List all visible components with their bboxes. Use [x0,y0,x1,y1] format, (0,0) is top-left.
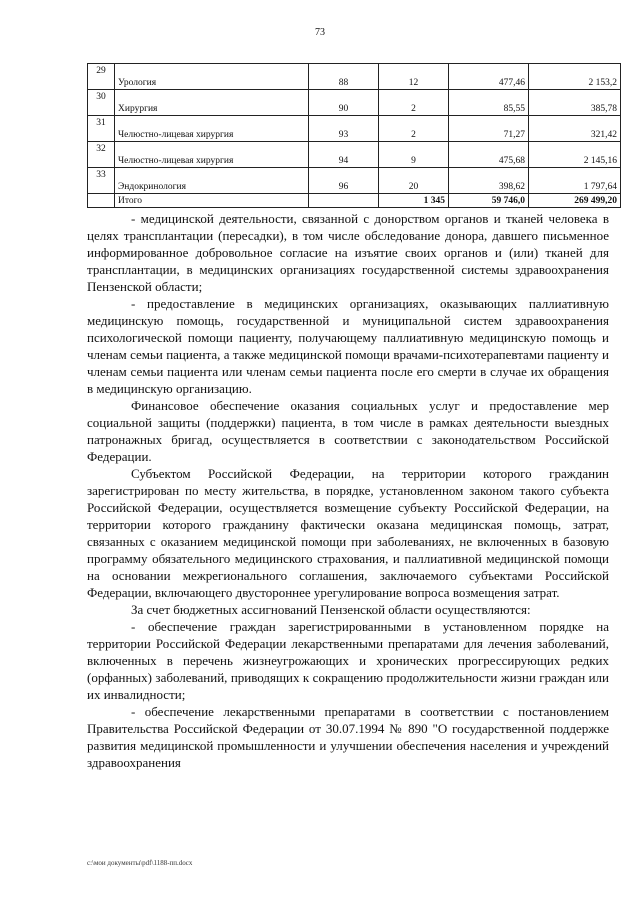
row-value-2: 385,78 [529,90,621,116]
row-code: 93 [309,116,379,142]
row-count: 2 [379,90,449,116]
row-code: 90 [309,90,379,116]
row-number: 29 [88,64,115,90]
paragraph: За счет бюджетных ассигнований Пензенской области осуществляются: [131,602,531,617]
document-body [87,210,609,771]
table-row [88,142,621,168]
total-count: 1 345 [379,194,449,208]
row-number: 33 [88,168,115,194]
row-count: 2 [379,116,449,142]
row-count: 20 [379,168,449,194]
paragraph: - обеспечение граждан зарегистрированными в установленном порядке на территории Российской Федерации лекарственными препаратами для лечения заболеваний, включенных в перечень жизнеугрожающих и хронических прогрессирующих редких (орфанных) заболеваний, приводящих к сокращению продолжительности жизни граждан или их инвалидности; [87,619,609,702]
table-row [88,90,621,116]
row-count: 12 [379,64,449,90]
paragraph: - медицинской деятельности, связанной с донорством органов и тканей человека в целях трансплантации (пересадки), в том числе обследование донора, давшего письменное информированное добровольное согласие на изъятие своих органов и (или) тканей для трансплантации, в медицинских организациях государственной системы здравоохранения Пензенской области; [87,211,609,294]
row-name: Челюстно-лицевая хирургия [115,116,309,142]
row-number: 31 [88,116,115,142]
row-value-2: 1 797,64 [529,168,621,194]
table-total-row [88,194,621,208]
total-code [309,194,379,208]
row-code: 88 [309,64,379,90]
table-row [88,64,621,90]
row-value-2: 321,42 [529,116,621,142]
row-name: Эндокринология [115,168,309,194]
paragraph: Субъектом Российской Федерации, на территории которого гражданин зарегистрирован по месту жительства, в порядке, установленном законом такого субъекта Российской Федерации, осуществляется возмещение субъекту Российской Федерации, на территории которого гражданину фактически оказана медицинская помощь, затрат, связанных с оказанием медицинской помощи при заболеваниях, не включенных в базовую программу обязательного медицинского страхования, и паллиативной медицинской помощи на основании межрегионального соглашения, заключаемого субъектами Российской Федерации, включающего двустороннее урегулирование вопроса возмещения затрат. [87,466,609,600]
row-code: 94 [309,142,379,168]
row-value-1: 398,62 [449,168,529,194]
row-value-2: 2 145,16 [529,142,621,168]
row-code: 96 [309,168,379,194]
total-value-2: 269 499,20 [529,194,621,208]
page-number: 73 [315,27,325,38]
table-row [88,168,621,194]
paragraph: - предоставление в медицинских организациях, оказывающих паллиативную медицинскую помощь, государственной и муниципальной систем здравоохранения психологической помощи пациенту, получающему паллиативную медицинскую помощь и членам семьи пациента, а также медицинской помощи врачами-психотерапевтами пациенту и членам семьи пациента или членам семьи пациента после его смерти в случае их обращения в медицинскую организацию. [87,296,609,396]
table-row [88,116,621,142]
row-value-2: 2 153,2 [529,64,621,90]
row-value-1: 85,55 [449,90,529,116]
services-table [87,63,621,208]
row-value-1: 475,68 [449,142,529,168]
row-value-1: 71,27 [449,116,529,142]
total-label: Итого [115,194,309,208]
row-name: Хирургия [115,90,309,116]
paragraph: - обеспечение лекарственными препаратами в соответствии с постановлением Правительства Российской Федерации от 30.07.1994 № 890 "О государственной поддержке развития медицинской промышленности и улучшении обеспечения населения и учреждений здравоохранения [87,704,609,770]
row-number: 32 [88,142,115,168]
paragraph: Финансовое обеспечение оказания социальных услуг и предоставление мер социальной защиты (поддержки) пациента, в том числе в рамках деятельности выездных патронажных бригад, осуществляется в соответствии с законодательством Российской Федерации. [87,398,609,464]
file-path-footer: c:\мои документы\pdf\1188-пп.docx [87,859,193,867]
row-value-1: 477,46 [449,64,529,90]
row-name: Урология [115,64,309,90]
row-name: Челюстно-лицевая хирургия [115,142,309,168]
total-number [88,194,115,208]
total-value-1: 59 746,0 [449,194,529,208]
row-count: 9 [379,142,449,168]
row-number: 30 [88,90,115,116]
